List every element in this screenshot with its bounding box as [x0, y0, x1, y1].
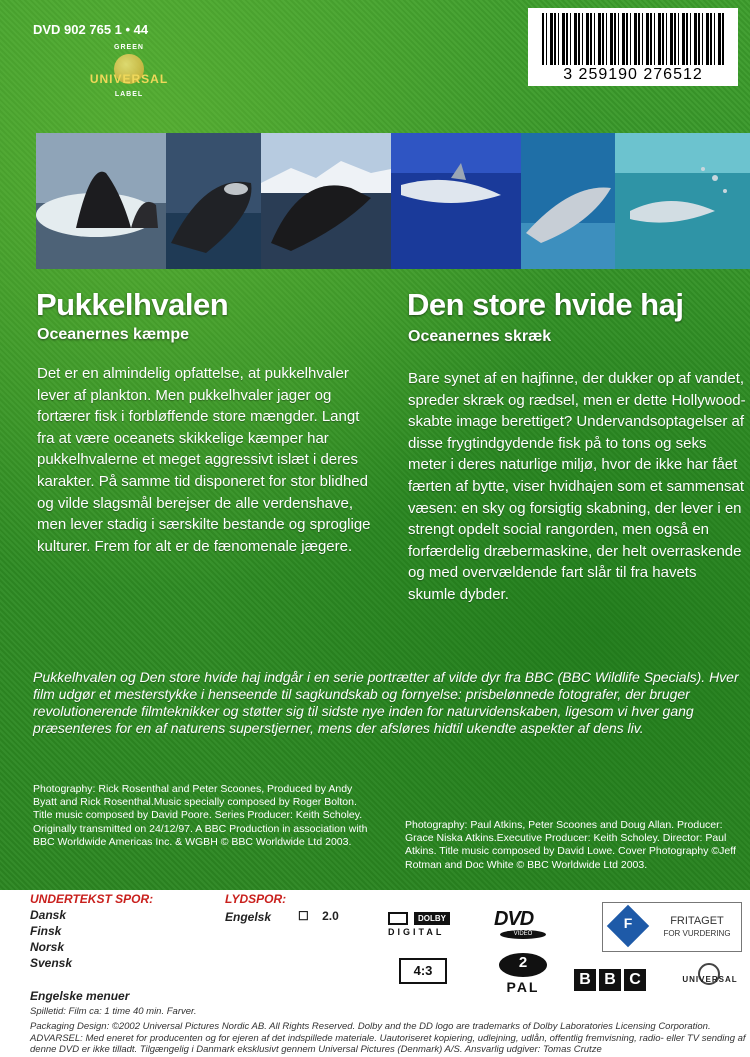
catalog-number: DVD 902 765 1 • 44: [33, 22, 149, 37]
dvd-video-logo: [494, 908, 552, 940]
audio-language: Engelsk: [225, 910, 272, 924]
dolby-wordmark: DOLBY: [414, 912, 450, 925]
bbc-letter: B: [574, 969, 596, 991]
video-format: PAL: [506, 979, 540, 995]
bbc-letter: C: [624, 969, 646, 991]
barcode: [528, 8, 738, 86]
dolby-digital-logo: [388, 912, 458, 938]
rating-line-2: FOR VURDERING: [663, 929, 731, 938]
barcode-bars: [542, 13, 724, 65]
menu-language: Engelske menuer: [30, 989, 130, 1003]
aspect-ratio-badge: 4:3: [399, 958, 447, 984]
universal-text: UNIVERSAL: [682, 975, 738, 984]
subtitles-list: [30, 907, 72, 971]
audio-channels-value: 2.0: [322, 909, 339, 923]
film-2-subtitle: Oceanernes skræk: [408, 328, 552, 345]
film-2-credits: Photography: Paul Atkins, Peter Scoones and Doug Allan. Producer: Grace Niska Atkins.Executive Producer: Keith Scholey. Director: Paul Atkins. Title music composed by David Lowe. Cover Photography ©Jeff Rotman and Doc White © BBC Worldwide Ltd 2003.: [405, 819, 736, 871]
runtime-info: Spilletid: Film ca: 1 time 40 min. Farver.: [30, 1006, 197, 1017]
shark-photo-3: [615, 133, 750, 269]
logo-main-text: UNIVERSAL: [89, 72, 169, 86]
logo-bottom-text: LABEL: [114, 91, 144, 98]
film-1-subtitle: Oceanernes kæmpe: [37, 326, 190, 343]
dolby-digital-text: DIGITAL: [388, 927, 445, 937]
subtitle-language: Norsk: [30, 940, 65, 954]
legal-text: Packaging Design: ©2002 Universal Pictures Nordic AB. All Rights Reserved. Dolby and the DD logo are trademarks of Dolby Laboratories Licensing Corporation. ADVARSEL: Med eneret for producenten og for ejeren af det indspillede materiale. Uautoriseret kopiering, udlejning, udlån, offentlig fremvisning, radio- eller TV sending af denne DVD er ikke tilladt. Tilgængelig i Danmark eksklusivt gennem Universal Pictures (Denmark) A/S. Ansvarlig udgiver: Tomas Crutze: [30, 1021, 746, 1056]
photo-strip: [36, 133, 750, 269]
film-1-title: Pukkelhvalen: [36, 287, 229, 322]
film-1-credits: Photography: Rick Rosenthal and Peter Scoones, Produced by Andy Byatt and Rick Rosenthal.Music specially composed by Roger Bolton. Title music composed by David Poore. Series Producer: Keith Scholey. Originally transmitted on 24/12/97. A BBC Production in association with BBC Worldwide Americas Inc. & WGBH © BBC Worldwide Ltd 2003.: [33, 783, 368, 848]
subtitles-heading: UNDERTEKST SPOR:: [30, 892, 154, 906]
whale-photo-3: [261, 133, 391, 269]
subtitle-language: Svensk: [30, 956, 73, 970]
barcode-number: 3 259190 276512: [563, 66, 703, 83]
shark-photo-1: [391, 133, 521, 269]
region-code: 2: [518, 954, 528, 971]
rating-line-1: FRITAGET: [670, 915, 724, 927]
bbc-letter: B: [599, 969, 621, 991]
audio-heading: LYDSPOR:: [225, 892, 287, 906]
dvd-video-text: VIDEO: [500, 930, 546, 939]
region-pal-badge: [493, 953, 553, 995]
age-rating-badge: [602, 902, 742, 952]
subtitle-language: Dansk: [30, 908, 67, 922]
dolby-double-d-icon: [388, 912, 408, 925]
dvd-logo-text: DVD: [494, 908, 534, 930]
subtitle-language: Finsk: [30, 924, 62, 938]
film-2-description: Bare synet af en hajfinne, der dukker op af vandet, spreder skræk og rædsel, men er dette Hollywood-skabte image berettiget? Undervandsoptagelser af disse frygtindgydende fisk på to tons og seks meter i deres naturlige miljø, hvor de ikke har fået færten af bytte, viser hvidhajen som et sammensat væsen: en sky og forsigtig skabning, der lever i en strengt opdelt social rangorden, men også en forfærdelig dræbermaskine, der helt overraskende og med overvældende fart slår til fra havets skumle dybder.: [408, 370, 746, 603]
stereo-icon: ☐: [298, 909, 309, 923]
green-universal-label-logo: [70, 44, 188, 104]
rating-letter: F: [623, 915, 633, 931]
bbc-logo: [574, 969, 646, 991]
film-2-title: Den store hvide haj: [407, 287, 684, 322]
film-1-description: Det er en almindelig opfattelse, at pukkelhvaler lever af plankton. Men pukkelhvaler jager og fortærer fisk i forbløffende store mængder. Langt fra at være oceanets skikkelige kæmper har pukkelhvalerne et meget aggressivt islæt i deres karakter. På samme tid disponeret for stor blidhed og vilde slagsmål berejser de alle verdenshave, men lever stadig i særskilte bestande og sproglige kulturer. Frem for alt er de fænomenale jægere.: [37, 365, 371, 555]
audio-channels: [298, 909, 339, 923]
whale-photo-2: [166, 133, 261, 269]
shark-photo-2: [521, 133, 615, 269]
series-intro: Pukkelhvalen og Den store hvide haj indgår i en serie portrætter af vilde dyr fra BBC (BBC Wildlife Specials). Hver film udgør et mesterstykke i henseende til sagkundskab og fornyelse: prisbelønnede fotografer, der bruger revolutionerende filmteknikker og støtter sig til sidste nye inden for naturvidenskaben, ligesom vi hver gang præsenteres for en af naturens superstjerner, mens der afsløres hidtil ukendte aspekter af dens liv.: [33, 669, 739, 736]
logo-top-text: GREEN: [114, 44, 144, 51]
whale-photo-1: [36, 133, 166, 269]
universal-logo: [680, 963, 740, 997]
